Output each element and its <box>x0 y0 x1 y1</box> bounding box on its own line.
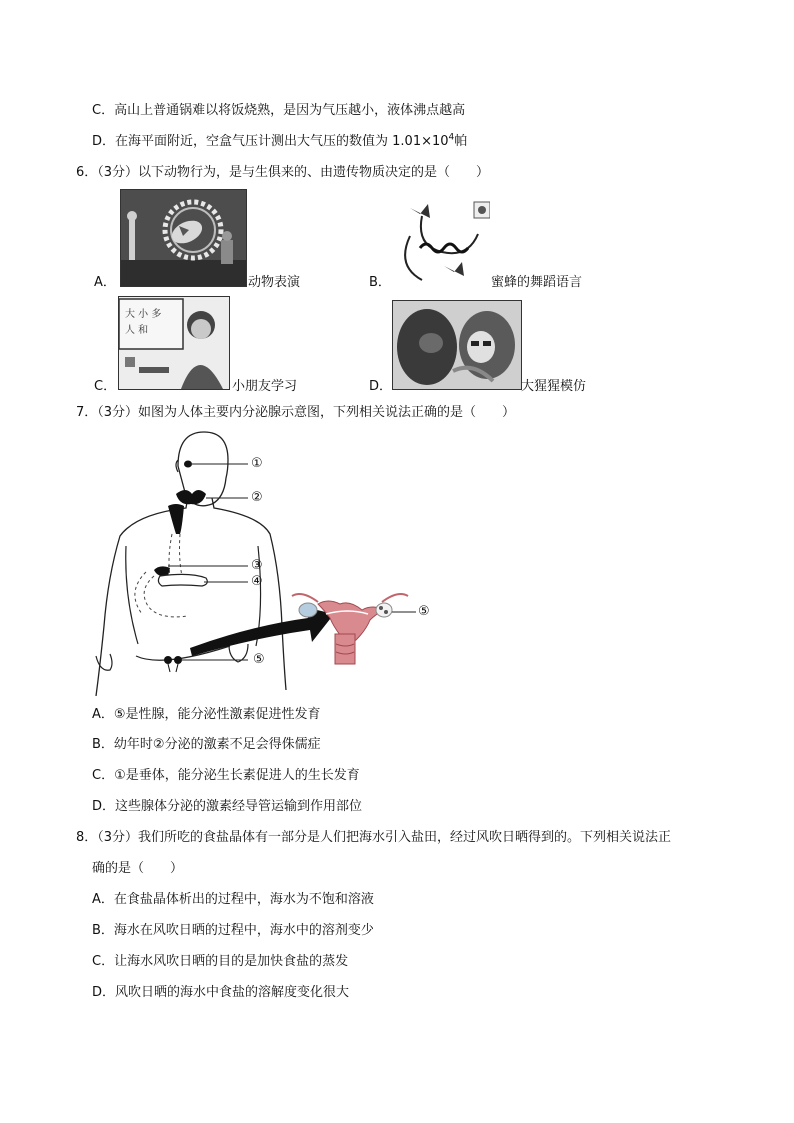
photo-animal-performance <box>120 189 247 287</box>
label-5-ovary: ⑤ <box>418 604 430 619</box>
option-d-exponent: 4 <box>448 132 455 143</box>
q6-option-a-caption: 动物表演 <box>248 275 301 290</box>
label-5-testis: ⑤ <box>253 652 265 667</box>
q7-option-c: C．①是垂体，能分泌生长素促进人的生长发育 <box>92 768 360 783</box>
q6-option-c-caption: 小朋友学习 <box>232 379 298 394</box>
q8-option-a: A．在食盐晶体析出的过程中，海水为不饱和溶液 <box>92 892 374 907</box>
q8-option-b: B．海水在风吹日晒的过程中，海水中的溶剂变少 <box>92 923 374 938</box>
q7-option-a: A．⑤是性腺，能分泌性激素促进性发育 <box>92 707 321 722</box>
photo-gorilla-imitating <box>392 300 522 390</box>
q8-option-c: C．让海水风吹日晒的目的是加快食盐的蒸发 <box>92 954 349 969</box>
option-c-prev: C．高山上普通锅难以将饭烧熟，是因为气压越小，液体沸点越高 <box>92 103 466 118</box>
endocrine-glands-diagram <box>90 426 450 696</box>
diagram-bee-dance <box>390 196 490 292</box>
label-1-pituitary: ① <box>251 456 263 471</box>
question-8-stem-line2: 确的是（ ） <box>92 861 184 876</box>
option-d-text: D．在海平面附近，空盒气压计测出大气压的数值为 1.01×10 <box>92 134 449 149</box>
q6-option-b-caption: 蜜蜂的舞蹈语言 <box>491 275 583 290</box>
svg-text:大 小 多: 大 小 多 <box>125 309 162 320</box>
q6-option-d-caption: 大猩猩模仿 <box>521 379 587 394</box>
q7-option-b: B．幼年时②分泌的激素不足会得侏儒症 <box>92 737 321 752</box>
svg-text:人 和: 人 和 <box>125 325 149 336</box>
q8-option-d: D．风吹日晒的海水中食盐的溶解度变化很大 <box>92 985 350 1000</box>
q6-option-b-letter: B． <box>369 275 391 290</box>
option-d-prev <box>92 133 467 151</box>
question-8-stem-line1: 8．（3分）我们所吃的食盐晶体有一部分是人们把海水引入盐田，经过风吹日晒得到的。下列相关说法正 <box>76 830 672 845</box>
question-7-stem: 7．（3分）如图为人体主要内分泌腺示意图，下列相关说法正确的是（ ） <box>76 405 516 420</box>
q7-option-d: D．这些腺体分泌的激素经导管运输到作用部位 <box>92 799 363 814</box>
photo-child-learning <box>118 296 230 390</box>
option-d-unit: 帕 <box>454 134 468 149</box>
q6-option-c-letter: C． <box>94 379 117 394</box>
label-2-thyroid: ② <box>251 490 263 505</box>
label-4-pancreas: ④ <box>251 574 263 589</box>
q6-option-d-letter: D． <box>369 379 393 394</box>
q6-option-a-letter: A． <box>94 275 116 290</box>
label-3-adrenal: ③ <box>251 558 263 573</box>
question-6-stem: 6．（3分）以下动物行为，是与生俱来的、由遗传物质决定的是（ ） <box>76 165 490 180</box>
